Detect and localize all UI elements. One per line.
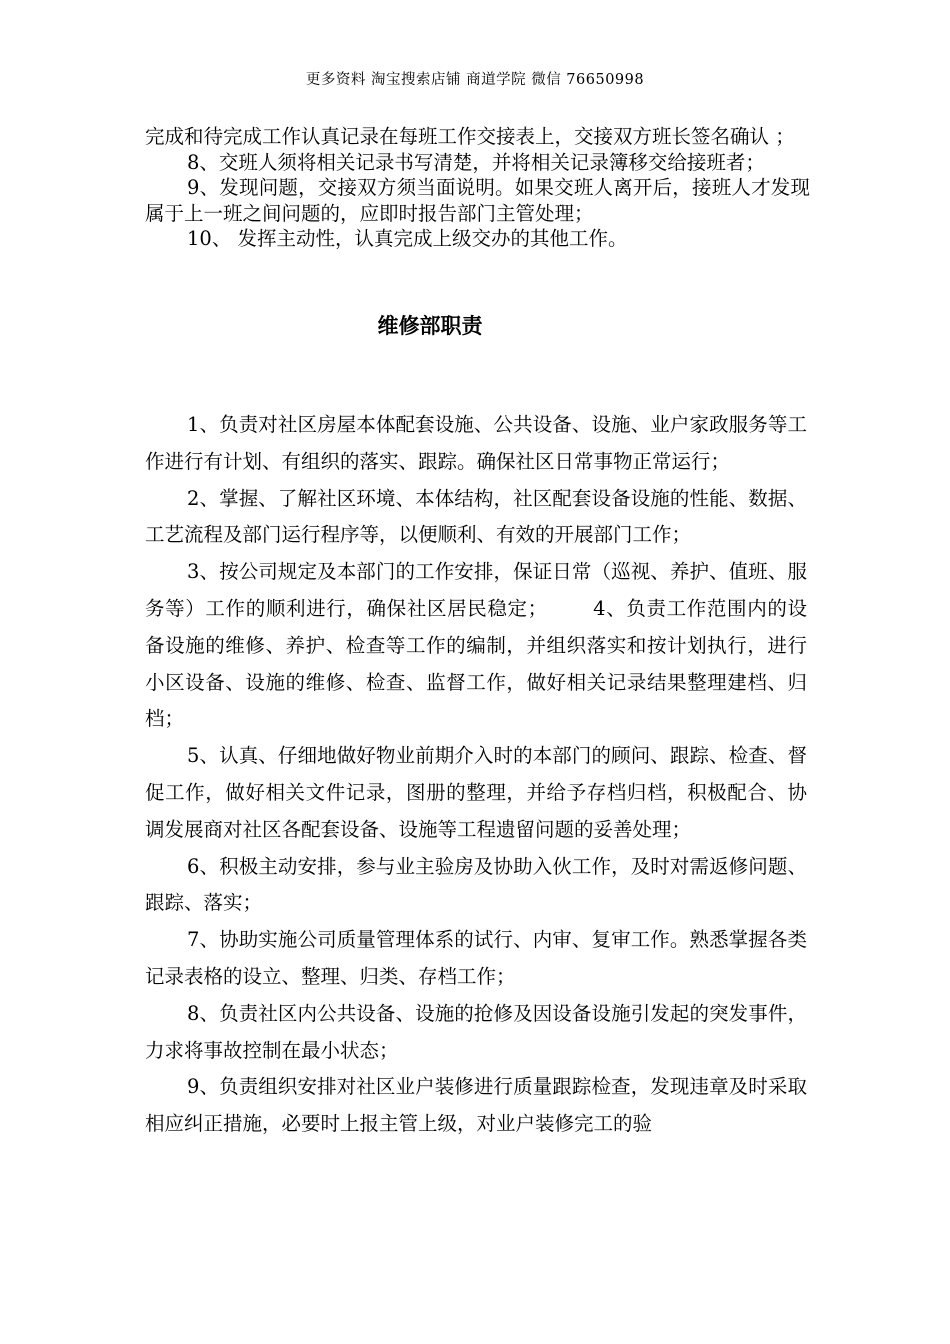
- maintenance-duties: [145, 407, 807, 1143]
- duty-item-6: 6、积极主动安排，参与业主验房及协助入伙工作，及时对需返修问题、跟踪、落实；: [145, 854, 807, 915]
- header-note: 更多资料 淘宝搜索店铺 商道学院 微信 76650998: [305, 72, 645, 88]
- duty-item-5: 5、认真、仔细地做好物业前期介入时的本部门的顾问、跟踪、检查、督促工作，做好相关文件记录，图册的整理，并给予存档归档，积极配合、协调发展商对社区各配套设备、设施等工程遗留问题的妥善处理；: [145, 744, 807, 841]
- duty-item-1: 1、负责对社区房屋本体配套设施、公共设备、设施、业户家政服务等工作进行有计划、有组织的落实、跟踪。确保社区日常事物正常运行；: [145, 413, 807, 473]
- duty-item-2: 2、掌握、了解社区环境、本体结构，社区配套设备设施的性能、数据、工艺流程及部门运行程序等，以便顺利、有效的开展部门工作；: [145, 486, 807, 547]
- duty-item-3-4: [145, 554, 807, 738]
- continuation-paragraph: 完成和待完成工作认真记录在每班工作交接表上，交接双方班长签名确认 ；: [145, 125, 795, 148]
- handover-item-8: 8、交班人须将相关记录书写清楚，并将相关记录簿移交给接班者；: [187, 150, 765, 174]
- section-title: 维修部职责: [377, 314, 483, 338]
- duty-item-4: 4、负责工作范围内的设备设施的维修、养护、检查等工作的编制，并组织落实和按计划执行，进行小区设备、设施的维修、检查、监督工作，做好相关记录结果整理建档、归档；: [145, 596, 807, 731]
- duty-item-3: 3、按公司规定及本部门的工作安排，保证日常（巡视、养护、值班、服务等）工作的顺利进行，确保社区居民稳定；: [145, 560, 807, 620]
- duty-item-8: 8、负责社区内公共设备、设施的抢修及因设备设施引发起的突发事件，力求将事故控制在最小状态；: [145, 1001, 807, 1062]
- handover-item-9: 9、发现问题，交接双方须当面说明。如果交班人离开后，接班人才发现属于上一班之间问题的，应即时报告部门主管处理；: [145, 176, 810, 225]
- handover-item-10: 10、 发挥主动性，认真完成上级交办的其他工作。: [187, 227, 628, 250]
- duty-item-9: 9、负责组织安排对社区业户装修进行质量跟踪检查，发现违章及时采取相应纠正措施，必要时上报主管上级，对业户装修完工的验: [145, 1075, 807, 1136]
- handover-rules-continued: [145, 124, 810, 252]
- duty-item-7: 7、协助实施公司质量管理体系的试行、内审、复审工作。熟悉掌握各类记录表格的设立、整理、归类、存档工作；: [145, 928, 807, 988]
